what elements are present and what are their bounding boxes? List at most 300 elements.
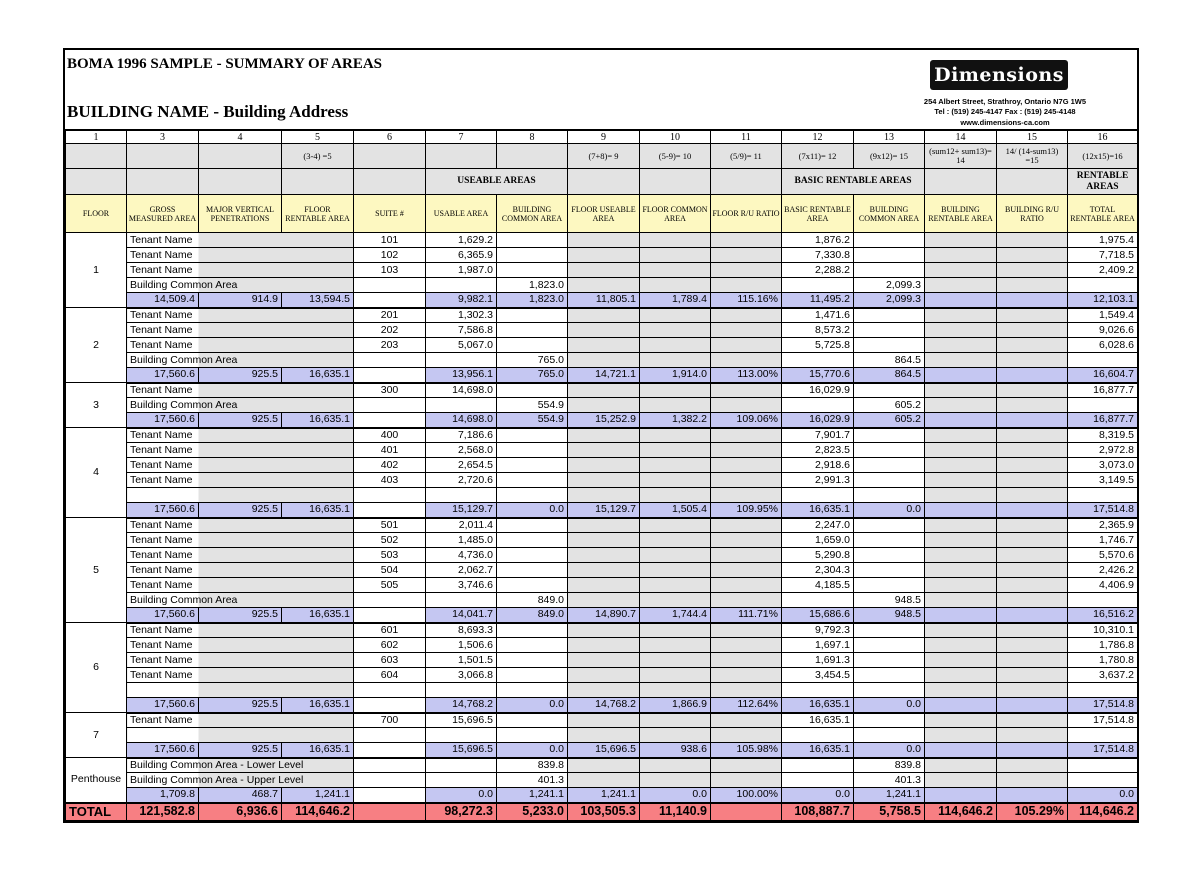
basic-rentable-area: [782, 398, 854, 413]
suite-number: 203: [354, 338, 426, 353]
subtotal-value: 849.0: [497, 608, 568, 623]
building-ru-ratio: [997, 623, 1068, 638]
bldg-common-area-basic: [854, 533, 925, 548]
column-number: 6: [354, 131, 426, 144]
subtotal-value: 17,514.8: [1068, 698, 1138, 713]
usable-area: [426, 398, 497, 413]
blank-cell: [426, 683, 497, 698]
floor-common-area: [640, 323, 711, 338]
subtotal-value: 0.0: [497, 503, 568, 518]
floor-subtotal-row: [66, 293, 1138, 308]
floor-useable-area: [568, 668, 640, 683]
floor-common-area: [640, 563, 711, 578]
building-ru-ratio: [997, 548, 1068, 563]
tenant-row: [66, 713, 1138, 728]
subtotal-value: 17,514.8: [1068, 503, 1138, 518]
floor-common-area: [640, 623, 711, 638]
floor-useable-area: [568, 773, 640, 788]
floor-useable-area: [568, 323, 640, 338]
building-common-area: 839.8: [497, 758, 568, 773]
building-ru-ratio: [997, 383, 1068, 398]
building-ru-ratio: [997, 593, 1068, 608]
column-number-row: [66, 131, 1138, 144]
subtotal-value: 17,560.6: [127, 368, 199, 383]
bldg-common-area-basic: [854, 263, 925, 278]
building-common-area: [497, 338, 568, 353]
total-label: TOTAL: [66, 803, 127, 821]
basic-rentable-area: 3,454.5: [782, 668, 854, 683]
tenant-name: Tenant Name: [127, 323, 354, 338]
subtotal-value: 554.9: [497, 413, 568, 428]
subtotal-value: 13,594.5: [282, 293, 354, 308]
basic-rentable-area: [782, 593, 854, 608]
floor-common-area: [640, 338, 711, 353]
subtotal-value: 16,029.9: [782, 413, 854, 428]
column-header: FLOOR RENTABLE AREA: [282, 195, 354, 233]
total-value: 105.29%: [997, 803, 1068, 821]
subtotal-value: [925, 293, 997, 308]
bldg-common-area-basic: [854, 653, 925, 668]
blank-cell: [925, 488, 997, 503]
total-rentable-area: 6,028.6: [1068, 338, 1138, 353]
total-rentable-area: 9,026.6: [1068, 323, 1138, 338]
usable-area: 2,062.7: [426, 563, 497, 578]
column-formula: [497, 144, 568, 169]
floor-ru-ratio: [711, 578, 782, 593]
total-value: 6,936.6: [199, 803, 282, 821]
column-header: BUILDING R/U RATIO: [997, 195, 1068, 233]
group-heading-empty: [282, 169, 354, 195]
subtotal-value: 1,914.0: [640, 368, 711, 383]
bldg-common-area-basic: [854, 308, 925, 323]
subtotal-value: [997, 743, 1068, 758]
column-header: GROSS MEASURED AREA: [127, 195, 199, 233]
building-rentable-area: [925, 383, 997, 398]
tenant-name: Tenant Name: [127, 233, 354, 248]
total-rentable-area: 2,365.9: [1068, 518, 1138, 533]
group-heading-empty: [568, 169, 640, 195]
subtotal-value: 1,241.1: [497, 788, 568, 803]
bldg-common-area-basic: [854, 323, 925, 338]
blank-cell: [711, 488, 782, 503]
building-common-area: [497, 308, 568, 323]
total-value: 108,887.7: [782, 803, 854, 821]
floor-ru-ratio: [711, 383, 782, 398]
suite-number: [354, 398, 426, 413]
subtotal-value: [354, 743, 426, 758]
building-common-area: [497, 668, 568, 683]
subtotal-value: 14,768.2: [568, 698, 640, 713]
suite-number: 602: [354, 638, 426, 653]
floor-label: 2: [66, 308, 127, 383]
blank-row: [66, 728, 1138, 743]
subtotal-value: 1,866.9: [640, 698, 711, 713]
building-ru-ratio: [997, 458, 1068, 473]
tenant-row: [66, 533, 1138, 548]
floor-ru-ratio: [711, 398, 782, 413]
total-value: [354, 803, 426, 821]
floor-useable-area: [568, 593, 640, 608]
building-rentable-area: [925, 278, 997, 293]
floor-subtotal-row: [66, 413, 1138, 428]
blank-cell: [568, 683, 640, 698]
subtotal-value: 16,604.7: [1068, 368, 1138, 383]
subtotal-value: 109.95%: [711, 503, 782, 518]
suite-number: 400: [354, 428, 426, 443]
building-ru-ratio: [997, 473, 1068, 488]
subtotal-value: 105.98%: [711, 743, 782, 758]
subtotal-value: 14,041.7: [426, 608, 497, 623]
subtotal-value: 925.5: [199, 743, 282, 758]
building-rentable-area: [925, 233, 997, 248]
tenant-row: [66, 233, 1138, 248]
floor-common-area: [640, 773, 711, 788]
floor-ru-ratio: [711, 563, 782, 578]
blank-cell: [1068, 488, 1138, 503]
blank-cell: [997, 488, 1068, 503]
column-formula: 14/ (14-sum13) =15: [997, 144, 1068, 169]
floor-ru-ratio: [711, 338, 782, 353]
floor-useable-area: [568, 353, 640, 368]
bldg-common-area-basic: 948.5: [854, 593, 925, 608]
suite-number: 402: [354, 458, 426, 473]
floor-ru-ratio: [711, 653, 782, 668]
building-common-area: [497, 548, 568, 563]
column-number: 16: [1068, 131, 1138, 144]
tenant-row: [66, 248, 1138, 263]
floor-useable-area: [568, 233, 640, 248]
building-common-area: [497, 623, 568, 638]
basic-rentable-area: [782, 353, 854, 368]
column-header: MAJOR VERTICAL PENETRATIONS: [199, 195, 282, 233]
tenant-row: [66, 278, 1138, 293]
building-common-area: [497, 248, 568, 263]
suite-number: 604: [354, 668, 426, 683]
building-rentable-area: [925, 443, 997, 458]
bldg-common-area-basic: [854, 338, 925, 353]
tenant-row: [66, 623, 1138, 638]
floor-common-area: [640, 308, 711, 323]
tenant-name: Tenant Name: [127, 518, 354, 533]
floor-useable-area: [568, 308, 640, 323]
floor-ru-ratio: [711, 233, 782, 248]
building-rentable-area: [925, 578, 997, 593]
tenant-name: Building Common Area - Upper Level: [127, 773, 354, 788]
blank-cell: [925, 728, 997, 743]
subtotal-value: 111.71%: [711, 608, 782, 623]
floor-useable-area: [568, 758, 640, 773]
subtotal-value: 16,516.2: [1068, 608, 1138, 623]
subtotal-value: 1,709.8: [127, 788, 199, 803]
building-common-area: [497, 638, 568, 653]
tenant-name: Tenant Name: [127, 623, 354, 638]
column-formula: [354, 144, 426, 169]
suite-number: 401: [354, 443, 426, 458]
subtotal-value: [925, 608, 997, 623]
floor-ru-ratio: [711, 593, 782, 608]
floor-ru-ratio: [711, 308, 782, 323]
floor-subtotal-row: [66, 743, 1138, 758]
bldg-common-area-basic: [854, 458, 925, 473]
usable-area: 1,629.2: [426, 233, 497, 248]
subtotal-value: 0.0: [782, 788, 854, 803]
bldg-common-area-basic: [854, 383, 925, 398]
total-value: 11,140.9: [640, 803, 711, 821]
tenant-name: Tenant Name: [127, 383, 354, 398]
floor-subtotal-row: [66, 368, 1138, 383]
basic-rentable-area: 2,918.6: [782, 458, 854, 473]
column-header: FLOOR: [66, 195, 127, 233]
subtotal-value: 9,982.1: [426, 293, 497, 308]
formula-row: [66, 144, 1138, 169]
floor-common-area: [640, 398, 711, 413]
tenant-name: Tenant Name: [127, 443, 354, 458]
suite-number: 502: [354, 533, 426, 548]
basic-rentable-area: 1,691.3: [782, 653, 854, 668]
building-common-area: [497, 578, 568, 593]
building-rentable-area: [925, 323, 997, 338]
usable-area: [426, 773, 497, 788]
building-common-area: [497, 518, 568, 533]
tenant-row: [66, 428, 1138, 443]
building-ru-ratio: [997, 353, 1068, 368]
areas-table: [65, 130, 1138, 821]
floor-subtotal-row: [66, 788, 1138, 803]
column-number: 1: [66, 131, 127, 144]
blank-cell: [997, 683, 1068, 698]
column-header: USABLE AREA: [426, 195, 497, 233]
building-rentable-area: [925, 668, 997, 683]
subtotal-value: 11,495.2: [782, 293, 854, 308]
building-rentable-area: [925, 638, 997, 653]
basic-rentable-area: 1,697.1: [782, 638, 854, 653]
building-rentable-area: [925, 548, 997, 563]
total-rentable-area: 5,570.6: [1068, 548, 1138, 563]
tenant-name: Tenant Name: [127, 473, 354, 488]
usable-area: [426, 593, 497, 608]
building-common-area: [497, 713, 568, 728]
floor-common-area: [640, 428, 711, 443]
tenant-name: Tenant Name: [127, 653, 354, 668]
tenant-row: [66, 653, 1138, 668]
building-rentable-area: [925, 593, 997, 608]
floor-common-area: [640, 578, 711, 593]
subtotal-value: 605.2: [854, 413, 925, 428]
blank-cell: [640, 728, 711, 743]
floor-useable-area: [568, 428, 640, 443]
total-rentable-area: 10,310.1: [1068, 623, 1138, 638]
building-ru-ratio: [997, 338, 1068, 353]
floor-label: 6: [66, 623, 127, 713]
blank-cell: [997, 728, 1068, 743]
tenant-row: [66, 593, 1138, 608]
company-address: 254 Albert Street, Strathroy, Ontario N7G 1W5: [923, 97, 1087, 106]
subtotal-value: 15,686.6: [782, 608, 854, 623]
usable-area: 4,736.0: [426, 548, 497, 563]
floor-ru-ratio: [711, 428, 782, 443]
boma-summary-sheet: [63, 48, 1139, 823]
subtotal-value: 1,823.0: [497, 293, 568, 308]
tenant-name: Tenant Name: [127, 563, 354, 578]
blank-cell: [426, 488, 497, 503]
total-rentable-area: 3,637.2: [1068, 668, 1138, 683]
blank-cell: [640, 683, 711, 698]
group-heading-useable: USEABLE AREAS: [426, 169, 568, 195]
floor-label: Penthouse: [66, 758, 127, 803]
floor-ru-ratio: [711, 668, 782, 683]
total-value: 114,646.2: [1068, 803, 1138, 821]
tenant-row: [66, 668, 1138, 683]
suite-number: 700: [354, 713, 426, 728]
subtotal-value: 925.5: [199, 503, 282, 518]
suite-number: 501: [354, 518, 426, 533]
usable-area: 15,696.5: [426, 713, 497, 728]
building-ru-ratio: [997, 323, 1068, 338]
tenant-row: [66, 578, 1138, 593]
floor-useable-area: [568, 278, 640, 293]
column-header-row: [66, 195, 1138, 233]
basic-rentable-area: [782, 758, 854, 773]
blank-cell: [711, 683, 782, 698]
floor-ru-ratio: [711, 353, 782, 368]
subtotal-value: 15,770.6: [782, 368, 854, 383]
floor-common-area: [640, 758, 711, 773]
total-rentable-area: 7,718.5: [1068, 248, 1138, 263]
total-value: 5,758.5: [854, 803, 925, 821]
usable-area: 6,365.9: [426, 248, 497, 263]
usable-area: [426, 278, 497, 293]
blank-cell: [782, 683, 854, 698]
floor-common-area: [640, 653, 711, 668]
floor-subtotal-row: [66, 698, 1138, 713]
subtotal-value: 12,103.1: [1068, 293, 1138, 308]
subtotal-value: 113.00%: [711, 368, 782, 383]
building-common-area: [497, 473, 568, 488]
building-rentable-area: [925, 308, 997, 323]
tenant-name: Tenant Name: [127, 263, 354, 278]
building-name: BUILDING NAME - Building Address: [67, 102, 349, 121]
blank-cell: [568, 728, 640, 743]
column-header: BUILDING COMMON AREA: [497, 195, 568, 233]
subtotal-value: 14,698.0: [426, 413, 497, 428]
floor-common-area: [640, 713, 711, 728]
building-ru-ratio: [997, 668, 1068, 683]
total-value: 103,505.3: [568, 803, 640, 821]
subtotal-value: 14,721.1: [568, 368, 640, 383]
building-rentable-area: [925, 518, 997, 533]
total-value: 5,233.0: [497, 803, 568, 821]
tenant-name: Tenant Name: [127, 638, 354, 653]
building-rentable-area: [925, 473, 997, 488]
building-ru-ratio: [997, 518, 1068, 533]
subtotal-value: [997, 503, 1068, 518]
basic-rentable-area: 2,247.0: [782, 518, 854, 533]
subtotal-value: [997, 413, 1068, 428]
subtotal-value: 864.5: [854, 368, 925, 383]
subtotal-value: 115.16%: [711, 293, 782, 308]
total-rentable-area: 2,409.2: [1068, 263, 1138, 278]
floor-useable-area: [568, 563, 640, 578]
column-number: 11: [711, 131, 782, 144]
group-heading-empty: [925, 169, 997, 195]
suite-number: [354, 353, 426, 368]
usable-area: 14,698.0: [426, 383, 497, 398]
subtotal-value: [997, 293, 1068, 308]
subtotal-value: 16,635.1: [782, 698, 854, 713]
subtotal-value: 1,241.1: [282, 788, 354, 803]
floor-useable-area: [568, 638, 640, 653]
suite-number: 101: [354, 233, 426, 248]
building-rentable-area: [925, 248, 997, 263]
column-formula: (3-4) =5: [282, 144, 354, 169]
subtotal-value: 16,635.1: [282, 743, 354, 758]
suite-number: 403: [354, 473, 426, 488]
suite-number: 201: [354, 308, 426, 323]
blank-cell: [497, 728, 568, 743]
column-header: FLOOR USEABLE AREA: [568, 195, 640, 233]
column-formula: (7x11)= 12: [782, 144, 854, 169]
floor-common-area: [640, 278, 711, 293]
usable-area: 1,506.6: [426, 638, 497, 653]
subtotal-value: 1,789.4: [640, 293, 711, 308]
subtotal-value: 17,560.6: [127, 698, 199, 713]
column-formula: [199, 144, 282, 169]
usable-area: 1,987.0: [426, 263, 497, 278]
building-ru-ratio: [997, 443, 1068, 458]
suite-number: 505: [354, 578, 426, 593]
blank-cell: [711, 728, 782, 743]
usable-area: [426, 758, 497, 773]
tenant-name: Tenant Name: [127, 428, 354, 443]
subtotal-value: [354, 698, 426, 713]
tenant-row: [66, 263, 1138, 278]
floor-useable-area: [568, 518, 640, 533]
tenant-name: Tenant Name: [127, 713, 354, 728]
usable-area: 5,067.0: [426, 338, 497, 353]
bldg-common-area-basic: [854, 428, 925, 443]
total-value: 114,646.2: [925, 803, 997, 821]
suite-number: [354, 773, 426, 788]
floor-ru-ratio: [711, 443, 782, 458]
subtotal-value: 17,560.6: [127, 413, 199, 428]
subtotal-value: 16,877.7: [1068, 413, 1138, 428]
usable-area: 1,485.0: [426, 533, 497, 548]
tenant-row: [66, 443, 1138, 458]
subtotal-value: [997, 788, 1068, 803]
subtotal-value: 16,635.1: [282, 503, 354, 518]
suite-number: 601: [354, 623, 426, 638]
usable-area: 1,501.5: [426, 653, 497, 668]
basic-rentable-area: 16,029.9: [782, 383, 854, 398]
tenant-row: [66, 383, 1138, 398]
bldg-common-area-basic: [854, 473, 925, 488]
column-number: 3: [127, 131, 199, 144]
suite-number: [354, 278, 426, 293]
subtotal-value: 15,252.9: [568, 413, 640, 428]
building-common-area: [497, 233, 568, 248]
floor-ru-ratio: [711, 473, 782, 488]
blank-cell: [127, 488, 354, 503]
building-ru-ratio: [997, 233, 1068, 248]
basic-rentable-area: [782, 278, 854, 293]
floor-common-area: [640, 668, 711, 683]
suite-number: [354, 758, 426, 773]
subtotal-value: [354, 368, 426, 383]
subtotal-value: 14,890.7: [568, 608, 640, 623]
tenant-row: [66, 773, 1138, 788]
subtotal-value: 16,635.1: [282, 608, 354, 623]
floor-common-area: [640, 263, 711, 278]
